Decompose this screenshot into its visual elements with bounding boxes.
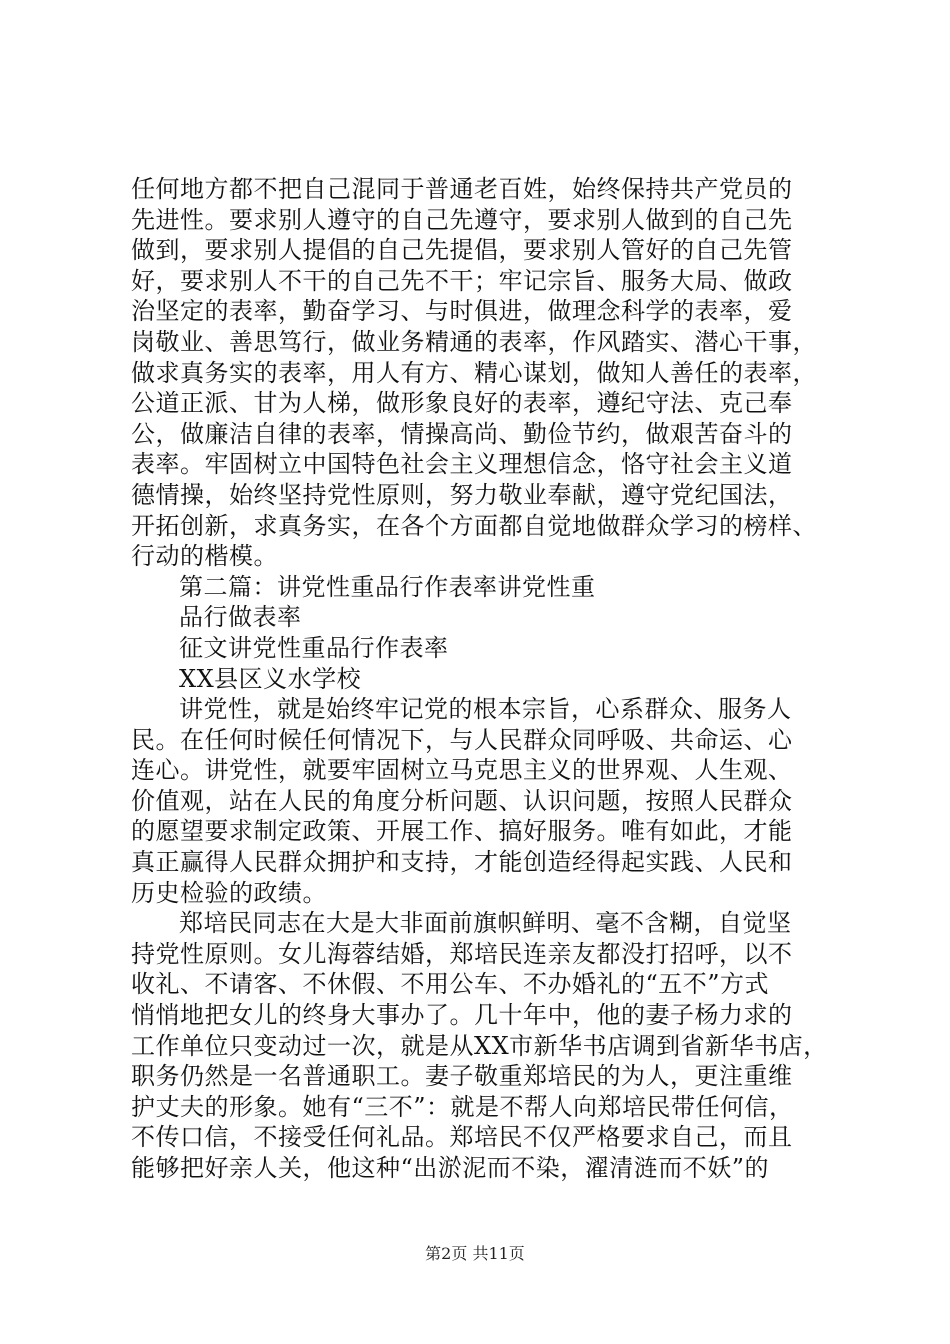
text-line: XX县区义水学校 bbox=[179, 664, 362, 693]
text-line: 做求真务实的表率，用人有方、精心谋划，做知人善任的表率， bbox=[131, 358, 817, 387]
text-line: 品行做表率 bbox=[179, 603, 302, 632]
text-line: 护丈夫的形象。她有“三不”：就是不帮人向郑培民带任何信， bbox=[131, 1092, 794, 1121]
text-line: 岗敬业、善思笃行，做业务精通的表率，作风踏实、潜心干事， bbox=[131, 327, 817, 356]
text-line: 工作单位只变动过一次，就是从XX市新华书店调到省新华书店， bbox=[131, 1031, 828, 1060]
text-line: 好，要求别人不干的自己先不干；牢记宗旨、服务大局、做政 bbox=[131, 266, 793, 295]
text-line: 讲党性，就是始终牢记党的根本宗旨，心系群众、服务人 bbox=[179, 695, 792, 724]
text-line: 第二篇：讲党性重品行作表率讲党性重 bbox=[179, 572, 596, 601]
document-body bbox=[131, 174, 831, 1184]
text-line: 收礼、不请客、不休假、不用公车、不办婚礼的“五不”方式 bbox=[131, 970, 770, 999]
text-line: 价值观，站在人民的角度分析问题、认识问题，按照人民群众 bbox=[131, 786, 793, 815]
text-line: 的愿望要求制定政策、开展工作、搞好服务。唯有如此，才能 bbox=[131, 817, 793, 846]
text-line: 开拓创新，求真务实，在各个方面都自觉地做群众学习的榜样、 bbox=[131, 511, 817, 540]
text-line: 持党性原则。女儿海蓉结婚，郑培民连亲友都没打招呼，以不 bbox=[131, 939, 793, 968]
text-line: 能够把好亲人关，他这种“出淤泥而不染，濯清涟而不妖”的 bbox=[131, 1154, 770, 1182]
text-line: 郑培民同志在大是大非面前旗帜鲜明、毫不含糊，自觉坚 bbox=[179, 909, 792, 938]
text-line: 连心。讲党性，就要牢固树立马克思主义的世界观、人生观、 bbox=[131, 756, 793, 785]
text-line: 德情操，始终坚持党性原则，努力敬业奉献，遵守党纪国法， bbox=[131, 480, 793, 509]
text-line: 任何地方都不把自己混同于普通老百姓，始终保持共产党员的 bbox=[131, 175, 793, 203]
text-line: 行动的楷模。 bbox=[131, 542, 278, 571]
text-line: 做到，要求别人提倡的自己先提倡，要求别人管好的自己先管 bbox=[131, 236, 793, 265]
text-line: 表率。牢固树立中国特色社会主义理想信念，恪守社会主义道 bbox=[131, 450, 793, 479]
text-line: 公，做廉洁自律的表率，情操高尚、勤俭节约，做艰苦奋斗的 bbox=[131, 419, 793, 448]
page-footer: 第2页 共11页 bbox=[425, 1244, 525, 1263]
text-line: 真正赢得人民群众拥护和支持，才能创造经得起实践、人民和 bbox=[131, 848, 793, 877]
text-line: 不传口信，不接受任何礼品。郑培民不仅严格要求自己，而且 bbox=[131, 1123, 793, 1152]
text-line: 民。在任何时候任何情况下，与人民群众同呼吸、共命运、心 bbox=[131, 725, 793, 754]
text-line: 历史检验的政绩。 bbox=[131, 878, 327, 907]
text-line: 治坚定的表率，勤奋学习、与时俱进，做理念科学的表率，爱 bbox=[131, 297, 793, 326]
text-line: 先进性。要求别人遵守的自己先遵守，要求别人做到的自己先 bbox=[131, 205, 793, 234]
text-line: 征文讲党性重品行作表率 bbox=[179, 633, 449, 662]
text-line: 职务仍然是一名普通职工。妻子敬重郑培民的为人，更注重维 bbox=[131, 1062, 793, 1091]
text-line: 公道正派、甘为人梯，做形象良好的表率，遵纪守法、克己奉 bbox=[131, 389, 793, 418]
text-line: 悄悄地把女儿的终身大事办了。几十年中，他的妻子杨力求的 bbox=[131, 1001, 793, 1030]
